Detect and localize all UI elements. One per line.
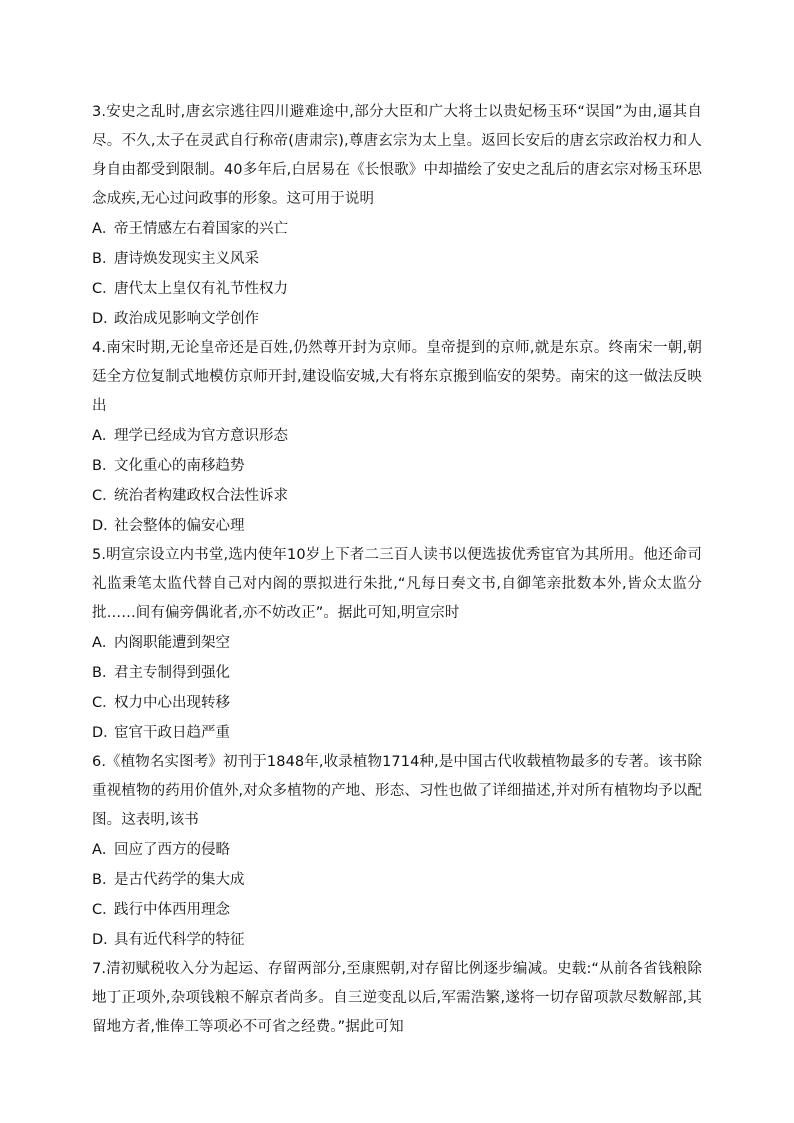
option-text: 践行中体西用理念 — [114, 902, 230, 918]
option-letter: A． — [92, 221, 117, 237]
option-letter: C． — [92, 902, 117, 918]
option-text: 是古代药学的集大成 — [114, 872, 245, 888]
option-d — [92, 925, 702, 955]
option-c — [92, 688, 702, 718]
option-letter: A． — [92, 635, 117, 651]
option-text: 唐诗焕发现实主义风采 — [114, 251, 259, 267]
option-letter: D． — [92, 932, 118, 948]
option-text: 宦官干政日趋严重 — [114, 725, 230, 741]
option-text: 帝王情感左右着国家的兴亡 — [114, 221, 288, 237]
question-stem: 4.南宋时期,无论皇帝还是百姓,仍然尊开封为京师。皇帝提到的京师,就是东京。终南宋一朝,朝廷全方位复制式地模仿京师开封,建设临安城,大有将东京搬到临安的架势。南宋的这一做法反映出 — [92, 340, 702, 414]
option-b — [92, 865, 702, 895]
option-c — [92, 895, 702, 925]
question-4 — [92, 334, 702, 541]
option-text: 理学已经成为官方意识形态 — [114, 428, 288, 444]
option-list — [92, 214, 702, 334]
option-letter: B． — [92, 251, 117, 267]
option-letter: D． — [92, 311, 118, 327]
question-6 — [92, 748, 702, 955]
option-c — [92, 481, 702, 511]
option-a — [92, 214, 702, 244]
option-letter: C． — [92, 695, 117, 711]
option-b — [92, 658, 702, 688]
option-text: 回应了西方的侵略 — [114, 842, 230, 858]
option-text: 权力中心出现转移 — [114, 695, 230, 711]
question-stem: 3.安史之乱时,唐玄宗逃往四川避难途中,部分大臣和广大将士以贵妃杨玉环“误国”为由,逼其自尽。不久,太子在灵武自行称帝(唐肃宗),尊唐玄宗为太上皇。返回长安后的唐玄宗政治权力和人身自由都受到限制。40多年后,白居易在《长恨歌》中却描绘了安史之乱后的唐玄宗对杨玉环思念成疾,无心过问政事的形象。这可用于说明 — [92, 104, 702, 207]
option-text: 唐代太上皇仅有礼节性权力 — [114, 281, 288, 297]
option-letter: A． — [92, 428, 117, 444]
option-a — [92, 835, 702, 865]
option-b — [92, 451, 702, 481]
option-text: 统治者构建政权合法性诉求 — [114, 488, 288, 504]
option-text: 文化重心的南移趋势 — [114, 458, 245, 474]
option-list — [92, 421, 702, 541]
option-text: 君主专制得到强化 — [114, 665, 230, 681]
question-5 — [92, 541, 702, 748]
question-list — [92, 98, 702, 1042]
option-letter: D． — [92, 725, 118, 741]
option-letter: B． — [92, 458, 117, 474]
option-text: 政治成见影响文学创作 — [114, 311, 259, 327]
option-a — [92, 421, 702, 451]
option-letter: B． — [92, 872, 117, 888]
option-text: 具有近代科学的特征 — [114, 932, 245, 948]
option-d — [92, 511, 702, 541]
option-letter: A． — [92, 842, 117, 858]
option-text: 内阁职能遭到架空 — [114, 635, 230, 651]
option-letter: B． — [92, 665, 117, 681]
option-text: 社会整体的偏安心理 — [114, 518, 245, 534]
question-stem: 7.清初赋税收入分为起运、存留两部分,至康熙朝,对存留比例逐步编减。史载:“从前各省钱粮除地丁正项外,杂项钱粮不解京者尚多。自三逆变乱以后,军需浩繁,遂将一切存留项款尽数解部,其留地方者,惟俸工等项必不可省之经费。”据此可知 — [92, 961, 702, 1035]
question-stem: 6.《植物名实图考》初刊于1848年,收录植物1714种,是中国古代收载植物最多的专著。该书除重视植物的药用价值外,对众多植物的产地、形态、习性也做了详细描述,并对所有植物均予以配图。这表明,该书 — [92, 754, 702, 828]
question-7 — [92, 955, 702, 1042]
option-d — [92, 718, 702, 748]
option-letter: C． — [92, 281, 117, 297]
option-letter: C． — [92, 488, 117, 504]
option-a — [92, 628, 702, 658]
option-list — [92, 835, 702, 955]
option-list — [92, 628, 702, 748]
question-stem: 5.明宣宗设立内书堂,选内使年10岁上下者二三百人读书以便选拔优秀宦官为其所用。他还命司礼监秉笔太监代替自己对内阁的票拟进行朱批,“凡每日奏文书,自御笔亲批数本外,皆众太监分批……间有偏旁偶讹者,亦不妨改正”。据此可知,明宣宗时 — [92, 547, 702, 621]
question-3 — [92, 98, 702, 334]
option-c — [92, 274, 702, 304]
option-b — [92, 244, 702, 274]
option-d — [92, 304, 702, 334]
option-letter: D． — [92, 518, 118, 534]
